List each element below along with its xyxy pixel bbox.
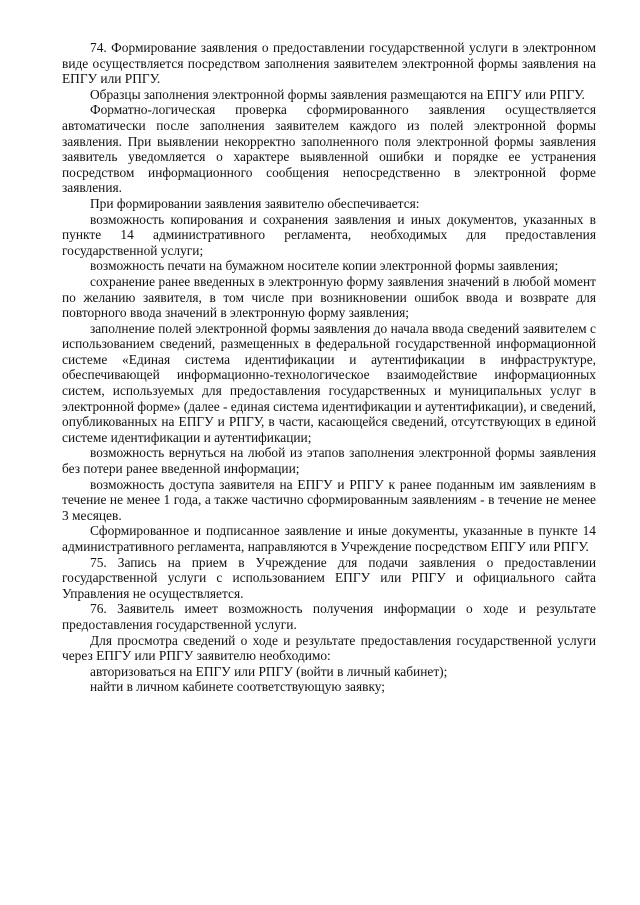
- paragraph-75-appointment: 75. Запись на прием в Учреждение для подачи заявления о предоставлении государственной услуги с использованием ЕПГУ или РПГУ и официального сайта Управления не осуществляется.: [62, 554, 596, 601]
- paragraph-form-samples: Образцы заполнения электронной формы заявления размещаются на ЕПГУ или РПГУ.: [90, 86, 585, 102]
- paragraph-save-values: сохранение ранее введенных в электронную форму заявления значений в любой момент по желанию заявителя, в том числе при возникновении ошибок ввода и возврате для повторного ввода значений в электронную форму заявления;: [62, 273, 596, 321]
- paragraph-access-applications: возможность доступа заявителя на ЕПГУ и РПГУ к ранее поданным им заявлениям в течение не менее 1 года, а также частично сформированным заявлениям - в течение не менее 3 месяцев.: [62, 476, 596, 523]
- paragraph-submission: Сформированное и подписанное заявление и иные документы, указанные в пункте 14 административного регламента, направляются в Учреждение посредством ЕПГУ или РПГУ.: [62, 523, 596, 554]
- paragraph-print: возможность печати на бумажном носителе копии электронной формы заявления;: [90, 258, 559, 274]
- paragraph-prefill: заполнение полей электронной формы заявления до начала ввода сведений заявителем с использованием сведений, размещенных в федеральной государственной информационной системе «Единая система идентификации и аутентификации в инфраструктуре, обеспечивающей информационно-технологическое взаимодействие информационных систем, используемых для предоставления государственных и муниципальных услуг в электронной форме» (далее - единая система идентификации и аутентификации), и сведений, опубликованных на ЕПГУ и РПГУ, в части, касающейся сведений, отсутствующих в единой системе идентификации и аутентификации;: [62, 320, 596, 445]
- paragraph-format-check: Форматно-логическая проверка сформированного заявления осуществляется автоматически после заполнения заявителем каждого из полей электронной формы заявления. При выявлении некорректно заполненного поля электронной формы заявления заявитель уведомляется о характере выявленной ошибки и порядке ее устранения посредством информационного сообщения непосредственно в электронной форме заявления.: [62, 102, 596, 196]
- paragraph-authorize: авторизоваться на ЕПГУ или РПГУ (войти в личный кабинет);: [90, 663, 448, 679]
- paragraph-copy-save: возможность копирования и сохранения заявления и иных документов, указанных в пункте 14 административного регламента, необходимых для предоставления государственной услуги;: [62, 211, 596, 258]
- paragraph-76-information: 76. Заявитель имеет возможность получения информации о ходе и результате предоставления государственной услуги.: [62, 601, 596, 632]
- paragraph-return-step: возможность вернуться на любой из этапов заполнения электронной формы заявления без потери ранее введенной информации;: [62, 445, 596, 477]
- paragraph-find-request: найти в личном кабинете соответствующую заявку;: [90, 679, 385, 695]
- paragraph-74-formation: 74. Формирование заявления о предоставлении государственной услуги в электронном виде осуществляется посредством заполнения заявителем электронной формы заявления на ЕПГУ или РПГУ.: [62, 40, 596, 87]
- paragraph-provisions-intro: При формировании заявления заявителю обеспечивается:: [90, 195, 420, 211]
- paragraph-view-progress: Для просмотра сведений о ходе и результате предоставления государственной услуги через ЕПГУ или РПГУ заявителю необходимо:: [62, 632, 596, 664]
- document-page: [62, 40, 596, 695]
